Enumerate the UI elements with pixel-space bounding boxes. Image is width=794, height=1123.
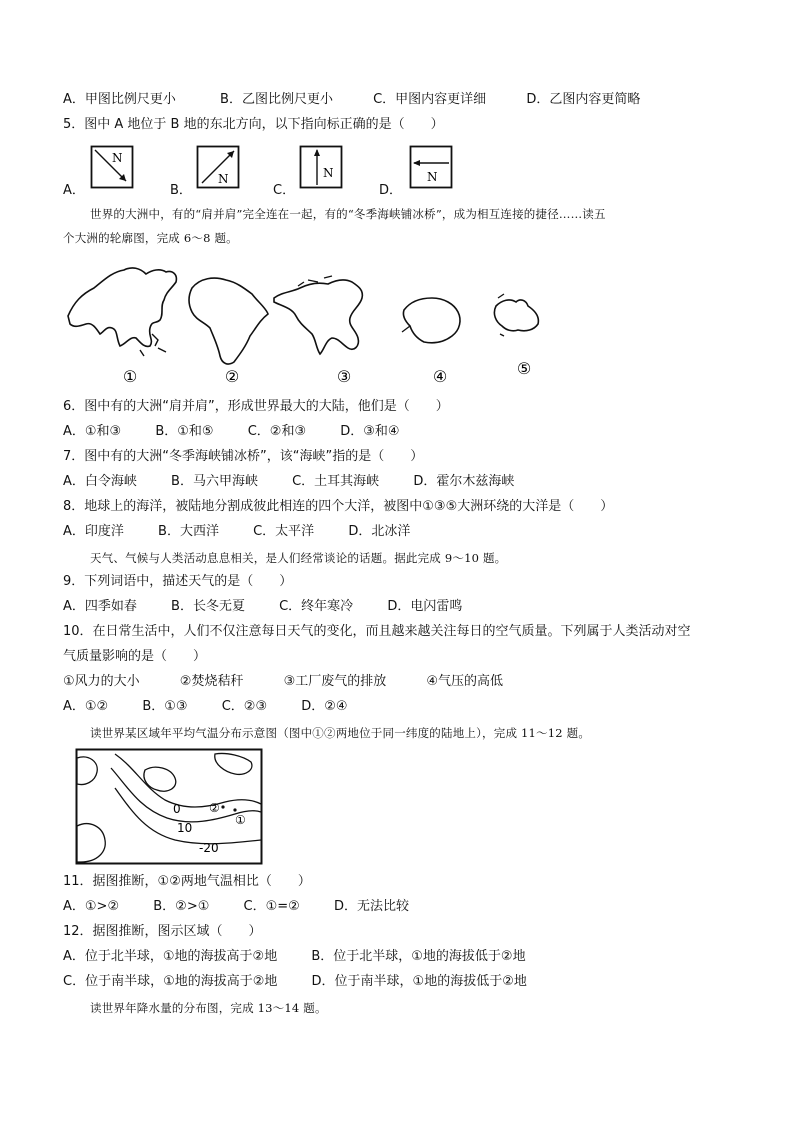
isotherm-label-0: 0 [173,802,181,816]
eurasia-outline-icon [68,268,176,346]
q4-option-b[interactable]: B．乙图比例尺更小 [220,92,333,107]
q9-option-c[interactable]: C．终年寒冷 [279,599,354,614]
q6-stem: 6．图中有的大洲“肩并肩”，形成世界最大的大陆，他们是（ ） [63,399,449,414]
q12-option-a[interactable]: A．位于北半球，①地的海拔高于②地 [63,949,278,964]
svg-text:N: N [427,170,438,184]
africa-outline-icon [189,278,268,364]
q7-stem: 7．图中有的大洲“冬季海峡铺冰桥”，该“海峡”指的是（ ） [63,449,424,464]
intro-6-8-line1: 世界的大洲中，有的“肩并肩”完全连在一起，有的“冬季海峡铺冰桥”，成为相互连接的捷径……读五 [90,207,606,221]
q6-options [63,423,400,441]
point-2-marker [221,805,224,808]
q12-stem: 12．据图推断，图示区域（ ） [63,924,262,939]
q10-option-b[interactable]: B．①③ [142,699,188,714]
q11-option-b[interactable]: B．②>① [153,899,210,914]
q7-option-d[interactable]: D．霍尔木兹海峡 [413,474,515,489]
compass-a-icon[interactable] [90,145,134,189]
oceania-outline-icon [494,300,538,331]
antarctica-outline-icon [403,298,460,343]
q8-option-c[interactable]: C．太平洋 [253,524,315,539]
q5-stem: 5．图中 A 地位于 B 地的东北方向，以下指向标正确的是（ ） [63,117,444,132]
q9-option-d[interactable]: D．电闪雷鸣 [387,599,463,614]
q6-option-a[interactable]: A．①和③ [63,424,122,439]
q10-option-d[interactable]: D．②④ [301,699,348,714]
q4-option-c[interactable]: C．甲图内容更详细 [373,92,487,107]
intro-11-12: 读世界某区域年平均气温分布示意图（图中①②两地位于同一纬度的陆地上），完成 11～12 题。 [90,726,591,740]
q10-item-3: ③工厂废气的排放 [283,674,387,689]
q10-option-c[interactable]: C．②③ [221,699,268,714]
q10-option-a[interactable]: A．①② [63,699,109,714]
north-america-outline-icon [274,280,362,354]
q10-item-1: ①风力的大小 [63,674,140,689]
q11-option-c[interactable]: C．①=② [243,899,300,914]
q6-option-d[interactable]: D．③和④ [340,424,400,439]
intro-6-8-line2: 个大洲的轮廓图，完成 6～8 题。 [63,231,238,245]
q12-options-row1 [63,948,526,966]
intro-9-10: 天气、气候与人类活动息息相关，是人们经常谈论的话题。据此完成 9～10 题。 [90,551,507,565]
q10-stem-line2: 气质量影响的是（ ） [63,649,207,664]
q8-stem: 8．地球上的海洋，被陆地分割成彼此相连的四个大洋，被图中①③⑤大洲环绕的大洋是（ ） [63,499,614,514]
q9-options [63,598,462,616]
continent-number-5: ⑤ [516,359,532,378]
continent-number-1: ① [122,367,138,386]
point-2-label: ② [209,801,220,815]
q9-option-b[interactable]: B．长冬无夏 [171,599,245,614]
continent-number-4: ④ [432,367,448,386]
q6-option-b[interactable]: B．①和⑤ [155,424,214,439]
q10-items [63,673,503,691]
q12-option-d[interactable]: D．位于南半球，①地的海拔低于②地 [311,974,527,989]
q8-option-b[interactable]: B．大西洋 [158,524,219,539]
compass-b-icon[interactable] [196,145,240,189]
q7-option-a[interactable]: A．白令海峡 [63,474,137,489]
q7-options [63,473,514,491]
continent-outlines-figure [60,258,560,386]
q11-options [63,898,409,916]
isotherm-label-10: 10 [177,821,193,835]
q4-option-d[interactable]: D．乙图内容更简略 [526,92,641,107]
q8-option-a[interactable]: A．印度洋 [63,524,124,539]
svg-text:N: N [218,172,229,186]
q5-label-b[interactable]: B． [170,183,192,198]
compass-d-icon[interactable] [409,145,453,189]
point-1-marker [233,808,236,811]
q10-options [63,698,348,716]
q11-stem: 11．据图推断，①②两地气温相比（ ） [63,874,311,889]
q12-option-c[interactable]: C．位于南半球，①地的海拔高于②地 [63,974,278,989]
isotherm-map-figure [75,748,265,866]
svg-text:N: N [112,151,123,165]
q8-option-d[interactable]: D．北冰洋 [348,524,411,539]
continent-number-2: ② [224,367,240,386]
svg-text:N: N [323,166,334,180]
intro-13-14: 读世界年降水量的分布图，完成 13～14 题。 [90,1001,327,1015]
q6-option-c[interactable]: C．②和③ [247,424,307,439]
q7-option-c[interactable]: C．土耳其海峡 [292,474,380,489]
q12-option-b[interactable]: B．位于北半球，①地的海拔低于②地 [311,949,526,964]
q11-option-d[interactable]: D．无法比较 [333,899,409,914]
q9-option-a[interactable]: A．四季如春 [63,599,137,614]
q10-item-4: ④气压的高低 [426,674,504,689]
q5-label-d[interactable]: D． [379,183,403,198]
continent-number-3: ③ [336,367,352,386]
q8-options [63,523,410,541]
q5-label-a[interactable]: A． [63,183,85,198]
isotherm-label-20: -20 [199,841,219,855]
q5-compass-options [63,145,483,198]
q7-option-b[interactable]: B．马六甲海峡 [171,474,258,489]
q4-option-a[interactable]: A．甲图比例尺更小 [63,92,176,107]
q10-item-2: ②焚烧秸秆 [179,674,244,689]
q12-options-row2 [63,973,527,991]
q10-stem-line1: 10．在日常生活中，人们不仅注意每日天气的变化，而且越来越关注每日的空气质量。下列属于人类活动对空 [63,624,691,639]
q5-label-c[interactable]: C． [273,183,296,198]
point-1-label: ① [235,813,246,827]
q11-option-a[interactable]: A．①>② [63,899,120,914]
q4-options [63,91,640,109]
q9-stem: 9．下列词语中，描述天气的是（ ） [63,574,293,589]
compass-c-icon[interactable] [299,145,343,189]
